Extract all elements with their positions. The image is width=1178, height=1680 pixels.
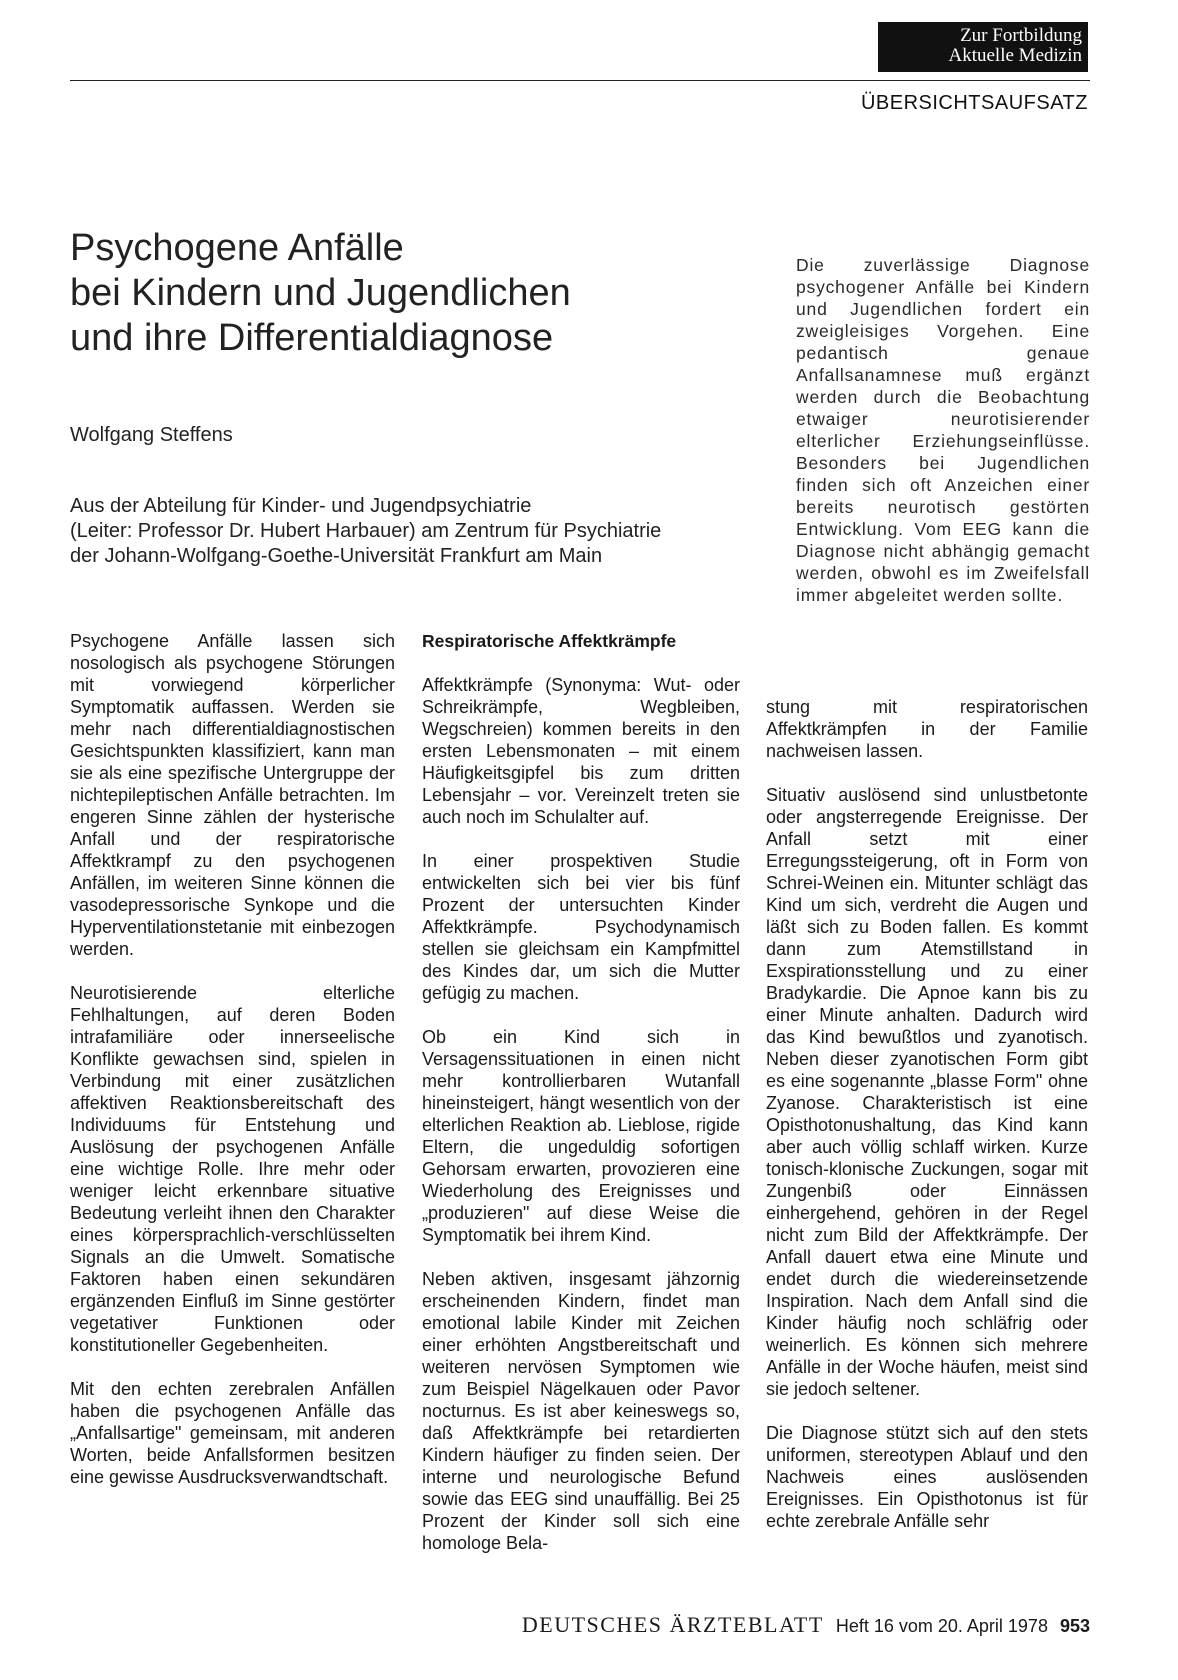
text-column-2: [422, 630, 740, 1576]
title-line: Psychogene Anfälle: [70, 227, 404, 269]
paragraph: Neurotisierende elterliche Fehlhaltungen, auf deren Boden intrafamiliäre oder innerseelische Konflikte gewachsen sind, spielen in Verbindung mit einer zusätzlichen affektiven Reaktionsbereitschaft des Individuums für Entstehung und Auslösung der psychogenen Anfälle eine wichtige Rolle. Ihre mehr oder weniger leicht erkennbare situative Bedeutung verleiht ihnen den Charakter eines körpersprachlich-verschlüsselten Signals an die Umwelt. Somatische Faktoren haben einen sekundären ergänzenden Einfluß im Sinne gestörter vegetativer Funktionen oder konstitutioneller Gegebenheiten.: [70, 983, 395, 1355]
journal-name: DEUTSCHES ÄRZTEBLATT: [521, 1612, 824, 1637]
affiliation: [70, 494, 790, 569]
paragraph: Ob ein Kind sich in Versagenssituationen in einen nicht mehr kontrollierbaren Wutanfall hineinsteigert, hängt wesentlich von der elterlichen Reaktion ab. Lieblose, rigide Eltern, die ungeduldig sofortigen Gehorsam erwarten, provozieren eine Wiederholung des Ereignisses und „produzieren" auf diese Weise die Symptomatik bei ihrem Kind.: [422, 1027, 740, 1245]
paragraph: Mit den echten zerebralen Anfällen haben die psychogenen Anfälle das „Anfallsartige" gemeinsam, mit anderen Worten, beide Anfallsformen besitzen eine gewisse Ausdrucksverwandtschaft.: [70, 1379, 395, 1487]
page-footer: [462, 1612, 1090, 1638]
paragraph: Affektkrämpfe (Synonyma: Wut- oder Schreikrämpfe, Wegbleiben, Wegschreien) kommen bereits in den ersten Lebensmonaten – mit einem Häufigkeitsgipfel bis zum dritten Lebensjahr – vor. Vereinzelt treten sie auch noch im Schulalter auf.: [422, 675, 740, 827]
text-column-1: [70, 630, 395, 1510]
issue-info: Heft 16 vom 20. April 1978: [835, 1616, 1048, 1636]
badge-line-1: Zur Fortbildung: [960, 25, 1082, 46]
section-label: ÜBERSICHTSAUFSATZ: [860, 92, 1088, 114]
title-line: bei Kindern und Jugendlichen: [70, 272, 571, 314]
paragraph: Die Diagnose stützt sich auf den stets uniformen, stereotypen Ablauf und den Nachweis eines auslösenden Ereignisses. Ein Opisthotonus ist für echte zerebrale Anfälle sehr: [766, 1423, 1088, 1531]
affiliation-line: (Leiter: Professor Dr. Hubert Harbauer) am Zentrum für Psychiatrie: [70, 520, 662, 542]
badge-line-2: Aktuelle Medizin: [948, 45, 1082, 66]
header-rule: [70, 80, 1090, 81]
paragraph: Situativ auslösend sind unlustbetonte oder angsterregende Ereignisse. Der Anfall setzt mit einer Erregungssteigerung, oft in Form von Schrei-Weinen ein. Mitunter schlägt das Kind um sich, verdreht die Augen und läßt sich zu Boden fallen. Es kommt dann zum Atemstillstand in Exspirationsstellung und zu einer Bradykardie. Die Apnoe kann bis zu einer Minute anhalten. Dadurch wird das Kind bewußtlos und zyanotisch. Neben dieser zyanotischen Form gibt es eine sogenannte „blasse Form" ohne Zyanose. Charakteristisch ist eine Opisthotonushaltung, das Kind kann aber auch völlig schlaff wirken. Kurze tonisch-klonische Zuckungen, sogar mit Zungenbiß oder Einnässen einhergehend, gehören in der Regel nicht zum Bild der Affektkrämpfe. Der Anfall dauert etwa eine Minute und endet durch die wiedereinsetzende Inspiration. Nach dem Anfall sind die Kinder häufig noch schläfrig oder weinerlich. Es können sich mehrere Anfälle in der Woche häufen, meist sind sie jedoch seltener.: [766, 785, 1088, 1399]
page-number: 953: [1059, 1616, 1090, 1636]
abstract: Die zuverlässige Diagnose psychogener Anfälle bei Kindern und Jugendlichen fordert ein zweigleisiges Vorgehen. Eine pedantisch genaue Anfallsanamnese muß ergänzt werden durch die Beobachtung etwaiger neurotisierender elterlicher Erziehungseinflüsse. Besonders bei Jugendlichen finden sich oft Anzeichen einer bereits neurotisch gestörten Entwicklung. Vom EEG kann die Diagnose nicht abhängig gemacht werden, obwohl es im Zweifelsfall immer abgeleitet werden sollte.: [796, 255, 1090, 605]
paragraph: In einer prospektiven Studie entwickelten sich bei vier bis fünf Prozent der untersuchten Kinder Affektkrämpfe. Psychodynamisch stellen sie gleichsam ein Kampfmittel des Kindes dar, um sich die Mutter gefügig zu machen.: [422, 851, 740, 1003]
text-column-3: [766, 696, 1088, 1554]
affiliation-line: der Johann-Wolfgang-Goethe-Universität Frankfurt am Main: [70, 545, 603, 567]
affiliation-line: Aus der Abteilung für Kinder- und Jugendpsychiatrie: [70, 495, 532, 517]
title-line: und ihre Differentialdiagnose: [70, 317, 554, 359]
paragraph: Psychogene Anfälle lassen sich nosologisch als psychogene Störungen mit vorwiegend körperlicher Symptomatik auffassen. Werden sie mehr nach differentialdiagnostischen Gesichtspunkten klassifiziert, kann man sie als eine spezifische Untergruppe der nichtepileptischen Anfälle betrachten. Im engeren Sinne zählen der hysterische Anfall und der respiratorische Affektkrampf zu den psychogenen Anfällen, im weiteren Sinne können die vasodepressorische Synkope und die Hyperventilationstetanie mit einbezogen werden.: [70, 631, 395, 959]
author-name: Wolfgang Steffens: [70, 424, 233, 446]
article-title: [70, 226, 770, 361]
paragraph: Neben aktiven, insgesamt jähzornig erscheinenden Kindern, findet man emotional labile Kinder mit Zeichen einer erhöhten Angstbereitschaft und weiteren nervösen Symptomen wie zum Beispiel Nägelkauen oder Pavor nocturnus. Es ist aber keineswegs so, daß Affektkrämpfe bei retardierten Kindern häufiger zu finden seien. Der interne und neurologische Befund sowie das EEG sind unauffällig. Bei 25 Prozent der Kinder soll sich eine homologe Bela-: [422, 1269, 740, 1553]
section-heading: Respiratorische Affektkrämpfe: [422, 631, 677, 651]
section-badge: [878, 22, 1088, 72]
paragraph: stung mit respiratorischen Affektkrämpfen in der Familie nachweisen lassen.: [766, 697, 1088, 761]
